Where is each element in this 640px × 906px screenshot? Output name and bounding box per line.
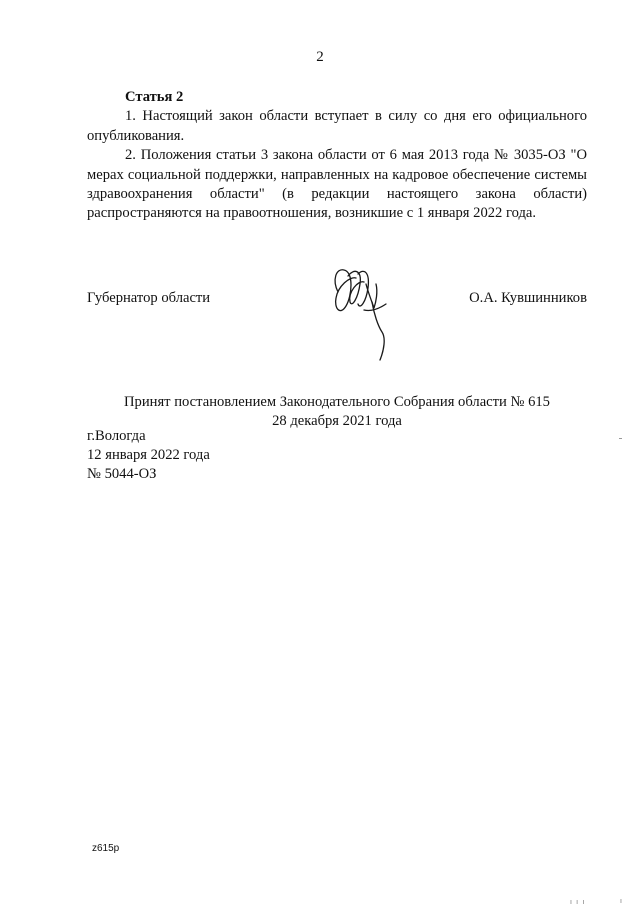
scan-mark-right: ı (620, 897, 622, 905)
page-number: 2 (316, 49, 324, 65)
article-paragraph-1: 1. Настоящий закон области вступает в силу со дня его официального опубликования. (87, 108, 587, 144)
law-number: № 5044-ОЗ (87, 466, 157, 482)
scan-marks-left: ı ı ı (570, 898, 586, 906)
adoption-note (87, 393, 587, 432)
city: г.Вологда (87, 428, 146, 444)
governor-name: О.А. Кувшинников (469, 290, 587, 306)
footer-code: z615p (92, 843, 120, 854)
adoption-line-2: 28 декабря 2021 года (272, 413, 402, 430)
article-section (87, 88, 587, 224)
signing-date: 12 января 2022 года (87, 447, 210, 463)
article-heading: Статья 2 (125, 89, 184, 105)
article-paragraph-2: 2. Положения статьи 3 закона области от 6 мая 2013 года № 3035-ОЗ "О мерах социальной поддержки, направленных на кадровое обеспечение системы здравоохранения области" (в редакции настоящего закона области) распространяются на правоотношения, возникшие с 1 января 2022 года. (87, 147, 587, 222)
place-date-block (87, 427, 210, 484)
handwritten-signature (328, 262, 398, 362)
scan-edge-mark (619, 438, 622, 439)
governor-title: Губернатор области (87, 290, 211, 306)
adoption-line-1: Принят постановлением Законодательного Собрания области № 615 (124, 394, 550, 410)
